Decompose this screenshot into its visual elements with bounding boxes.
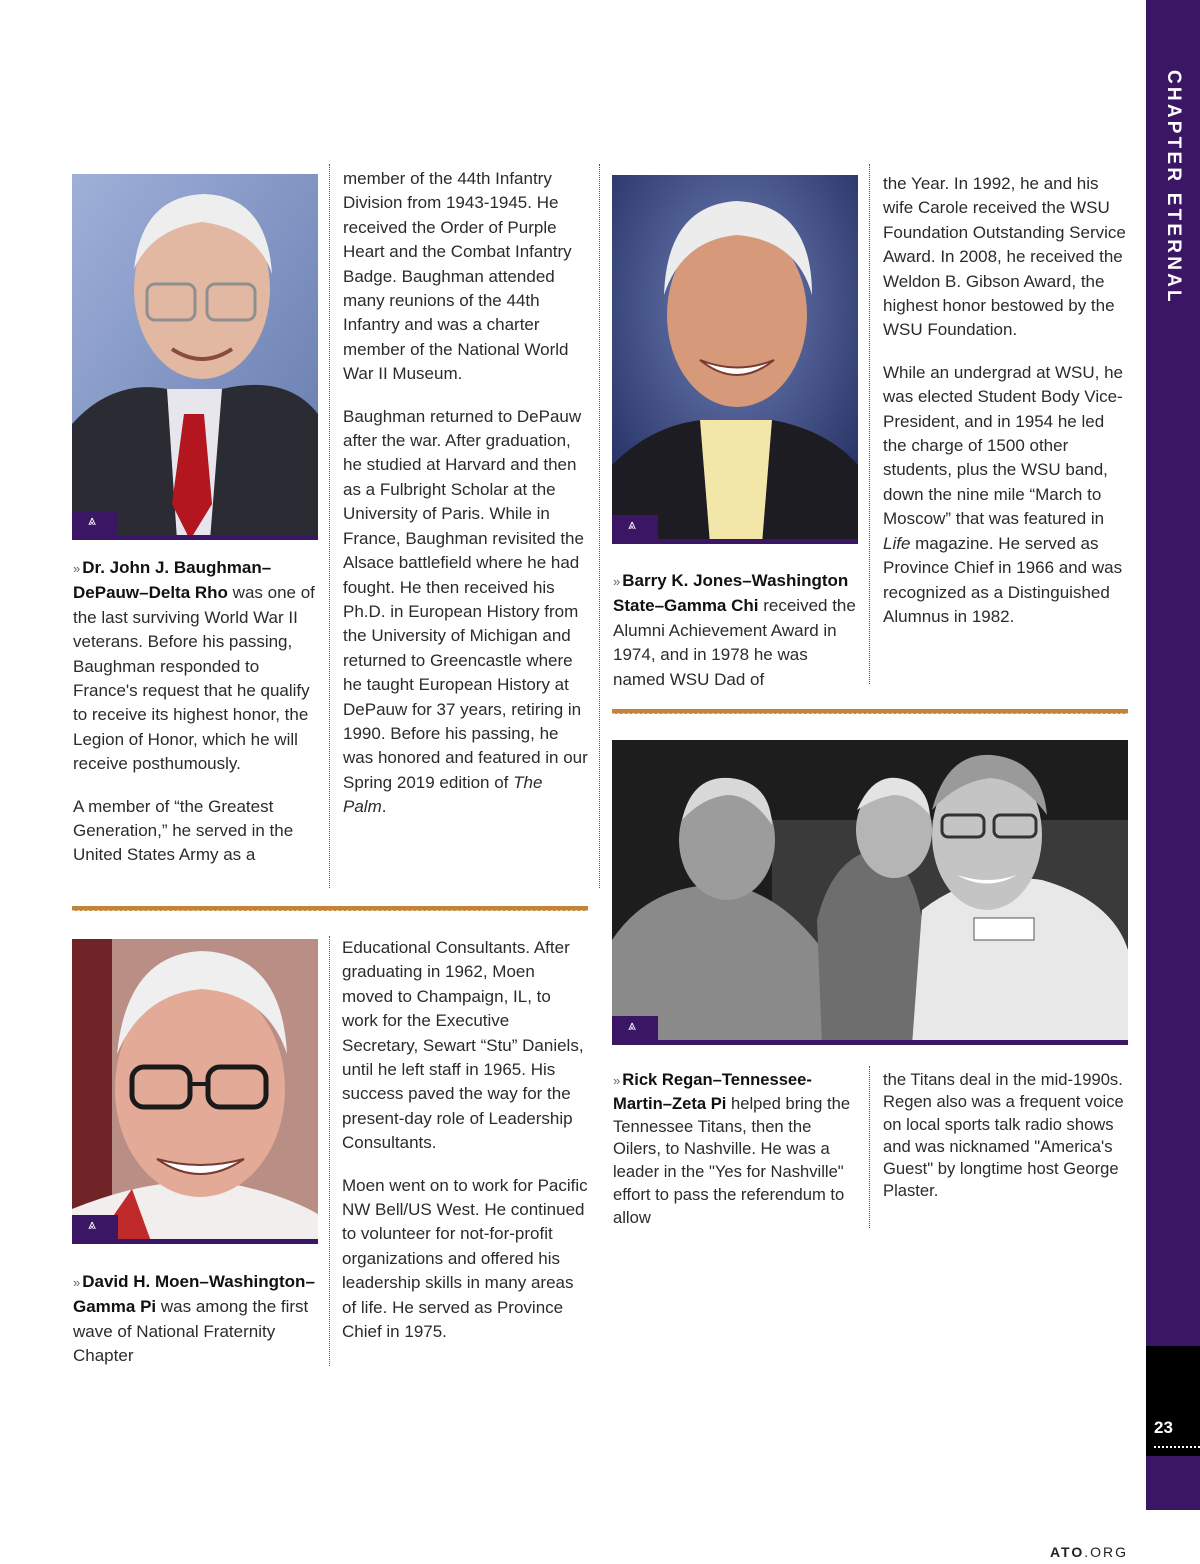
caption-arrow-icon: » <box>613 1073 621 1088</box>
page-number-rule <box>1154 1446 1200 1448</box>
moen-col-2 <box>342 936 588 1363</box>
baughman-paragraph-4 <box>343 405 589 820</box>
caption-arrow-icon: » <box>613 574 621 589</box>
regan-paragraph-2: the Titans deal in the mid-1990s. Regen also was a frequent voice on local sports talk radio shows and was nicknamed "America's Guest" by longtime host George Plaster. <box>883 1070 1124 1201</box>
site-url <box>1050 1544 1128 1560</box>
moen-lead: was among the first wave of National Fraternity Chapter <box>73 1297 309 1366</box>
jones-col-1 <box>613 569 858 710</box>
baughman-name: Dr. John J. Baughman–DePauw–Delta Rho <box>73 558 272 603</box>
moen-caption <box>73 1270 318 1369</box>
regan-lead: helped bring the Tennessee Titans, then the Oilers, to Nashville. He was a leader in the "Yes for Nashville" effort to pass the referendum to allow <box>613 1093 851 1227</box>
jones-caption <box>613 569 858 692</box>
regan-col-2 <box>883 1069 1129 1221</box>
page-number: 23 <box>1154 1418 1173 1437</box>
photo-badge <box>612 515 658 539</box>
caption-arrow-icon: » <box>73 1275 81 1290</box>
caption-arrow-icon: » <box>73 561 81 576</box>
photo-badge <box>72 1215 118 1239</box>
site-url-rest: .ORG <box>1084 1544 1128 1560</box>
section-divider <box>612 709 1128 714</box>
page-number-box <box>1146 1346 1200 1456</box>
jones-lead: received the Alumni Achievement Award in 1974, and in 1978 he was named WSU Dad of <box>613 596 856 689</box>
moen-photo <box>72 939 318 1244</box>
photo-band <box>612 539 858 544</box>
jones-name: Barry K. Jones–Washington State–Gamma Chi <box>613 571 849 616</box>
baughman-photo <box>72 174 318 540</box>
photo-badge <box>612 1016 658 1040</box>
jones-portrait-image <box>612 175 858 544</box>
baughman-portrait-image <box>72 174 318 540</box>
photo-band <box>72 535 318 540</box>
site-url-bold: ATO <box>1049 1544 1085 1560</box>
ato-crest-icon: ⩓ <box>88 512 96 528</box>
baughman-col-1 <box>73 556 318 886</box>
moen-paragraph-2: Educational Consultants. After graduating in 1962, Moen moved to Champaign, IL, to work for the Executive Secretary, Sewart “Stu” Daniels, until he left staff in 1965. His success paved the way for the present-day role of Leadership Consultants. <box>342 938 584 1153</box>
section-label-text: CHAPTER ETERNAL <box>1163 70 1184 305</box>
baughman-lead: was one of the last surviving World War II veterans. Before his passing, Baughman responded to France's request that he qualify to receive its highest honor, the Legion of Honor, which he will receive posthumously. <box>73 583 315 774</box>
column-divider <box>599 164 600 888</box>
moen-paragraph-3: Moen went on to work for Pacific NW Bell/US West. He continued to volunteer for not-for-profit organizations and offered his leadership skills in many areas of life. He served as Province Chief in 1975. <box>342 1175 588 1342</box>
moen-name: David H. Moen–Washington–Gamma Pi <box>73 1272 315 1317</box>
jones-photo <box>612 175 858 544</box>
jones-p3-end: magazine. He served as Province Chief in 1966 and was recognized as a Distinguished Alumnus in 1982. <box>883 533 1123 626</box>
baughman-paragraph-2: A member of “the Greatest Generation,” he served in the United States Army as a <box>73 796 294 865</box>
moen-col-1 <box>73 1270 318 1387</box>
baughman-col-2 <box>343 167 589 838</box>
column-divider <box>869 164 870 684</box>
regan-col-1 <box>613 1069 858 1248</box>
photo-badge <box>72 511 118 535</box>
ato-crest-icon: ⩓ <box>628 516 636 532</box>
jones-col-2 <box>883 172 1129 647</box>
baughman-caption <box>73 556 318 777</box>
regan-photo <box>612 740 1128 1045</box>
jones-paragraph-2: the Year. In 1992, he and his wife Carole received the WSU Foundation Outstanding Service Award. In 2008, he received the Weldon B. Gibson Award, the highest honor bestowed by the WSU Foundation. <box>883 174 1126 340</box>
column-divider <box>329 164 330 888</box>
regan-caption <box>613 1069 858 1230</box>
life-magazine-title: Life <box>883 533 911 553</box>
jones-p3-text: While an undergrad at WSU, he was elected Student Body Vice-President, and in 1954 he led the charge of 1500 other students, plus the WSU band, down the nine mile “March to Moscow” that was featured in <box>883 362 1124 529</box>
ato-crest-icon: ⩓ <box>628 1017 636 1033</box>
regan-group-image <box>612 740 1128 1045</box>
photo-band <box>612 1040 1128 1045</box>
baughman-paragraph-3: member of the 44th Infantry Division from 1943-1945. He received the Order of Purple Heart and the Combat Infantry Badge. Baughman attended many reunions of the 44th Infantry and was a charter member of the National World War II Museum. <box>343 169 572 384</box>
column-divider <box>329 936 330 1366</box>
jones-paragraph-3 <box>883 361 1129 629</box>
section-divider <box>72 906 588 911</box>
baughman-p4-text: Baughman returned to DePauw after the war. After graduation, he studied at Harvard and then as a Fulbright Scholar at the University of Paris. While in France, Baughman revisited the Alsace battlefield where he had fought. He then received his Ph.D. in European History from the University of Michigan and returned to Greencastle where he taught European History at DePauw for 37 years, retiring in 1990. Before his passing, he was honored and featured in our Spring 2019 edition of <box>343 406 588 792</box>
the-palm-title: The Palm <box>343 772 543 817</box>
moen-portrait-image <box>72 939 318 1244</box>
photo-band <box>72 1239 318 1244</box>
ato-crest-icon: ⩓ <box>88 1216 96 1232</box>
regan-name: Rick Regan–Tennessee-Martin–Zeta Pi <box>613 1070 812 1113</box>
column-divider <box>869 1066 870 1228</box>
baughman-p4-end: . <box>381 797 387 817</box>
